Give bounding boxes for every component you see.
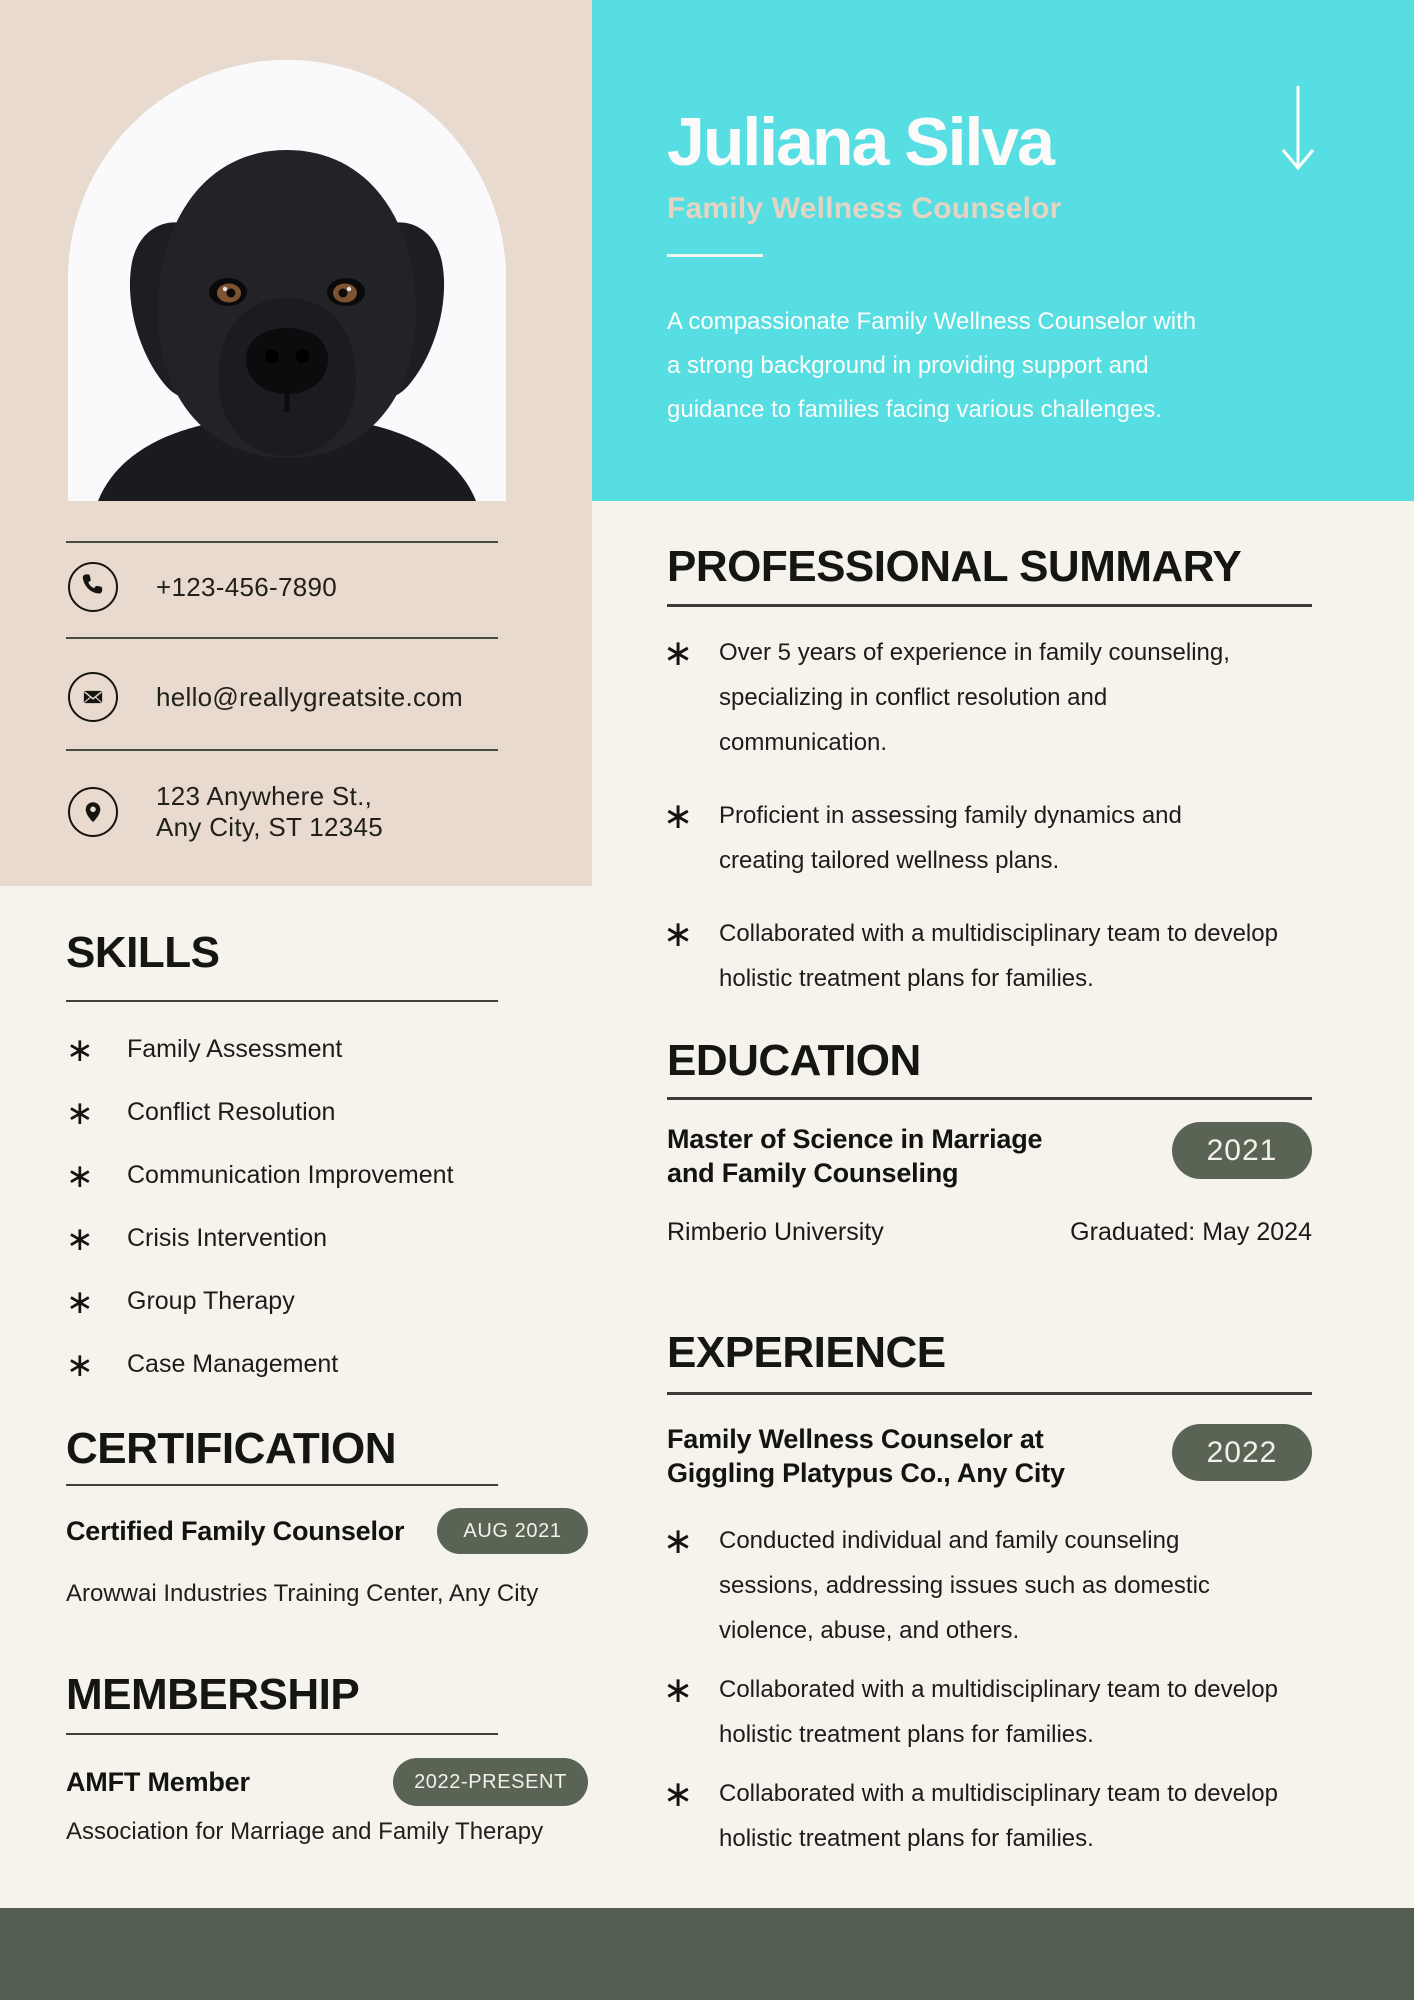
education-year-badge: 2021 [1172,1122,1312,1179]
asterisk-bullet-icon: ∗ [663,1774,694,1815]
experience-bullet: ∗ Conducted individual and family counseling sessions, addressing issues such as domestic violence, abuse, and others. [663,1518,1312,1653]
certification-date-badge: AUG 2021 [437,1508,588,1554]
profile-photo [68,60,506,501]
asterisk-bullet-icon: ∗ [66,1029,94,1069]
membership-entry [66,1758,588,1806]
header-divider [667,254,763,257]
asterisk-bullet-icon: ∗ [663,633,694,674]
membership-heading: MEMBERSHIP [66,1670,360,1719]
email-address: hello@reallygreatsite.com [156,681,464,712]
summary-bullet: ∗ Proficient in assessing family dynamics and creating tailored wellness plans. [663,793,1312,883]
certification-org: Arowwai Industries Training Center, Any City [66,1580,539,1607]
membership-org: Association for Marriage and Family Therapy [66,1818,544,1845]
education-entry [667,1122,1312,1190]
skills-heading: SKILLS [66,928,220,977]
person-name: Juliana Silva [667,104,1053,180]
experience-year-badge: 2022 [1172,1424,1312,1481]
skill-item: ∗ Family Assessment [66,1029,343,1069]
asterisk-bullet-icon: ∗ [66,1281,94,1321]
skill-item: ∗ Group Therapy [66,1281,295,1321]
contact-address-row [66,749,498,843]
section-underline [66,1484,498,1486]
phone-number: +123-456-7890 [156,571,337,602]
section-underline [667,1392,1312,1395]
skill-item: ∗ Conflict Resolution [66,1092,336,1132]
section-underline [667,1097,1312,1100]
profile-summary-text: A compassionate Family Wellness Counselor with a strong background in providing support and guidance to families facing various challenges. [667,308,1197,423]
skills-list [66,1029,498,1412]
asterisk-bullet-icon: ∗ [66,1092,94,1132]
professional-summary-heading: PROFESSIONAL SUMMARY [667,542,1242,591]
address-line-2: Any City, ST 12345 [156,812,383,842]
summary-bullet: ∗ Over 5 years of experience in family counseling, specializing in conflict resolution and communication. [663,630,1312,765]
asterisk-bullet-icon: ∗ [66,1344,94,1384]
asterisk-bullet-icon: ∗ [663,1521,694,1562]
down-arrow-icon [1280,84,1316,183]
certification-title: Certified Family Counselor [66,1516,405,1546]
contact-email-row [66,637,498,722]
education-details-row [667,1218,1312,1247]
contact-phone-row [66,541,498,612]
education-heading: EDUCATION [667,1036,921,1085]
experience-bullet: ∗ Collaborated with a multidisciplinary team to develop holistic treatment plans for families. [663,1771,1312,1861]
experience-heading: EXPERIENCE [667,1328,946,1377]
asterisk-bullet-icon: ∗ [663,914,694,955]
certification-entry [66,1508,588,1554]
graduation-date: Graduated: May 2024 [1070,1218,1312,1246]
section-underline [66,1733,498,1735]
skill-item: ∗ Communication Improvement [66,1155,454,1195]
certification-heading: CERTIFICATION [66,1424,396,1473]
experience-bullet-list [663,1518,1312,1861]
header-panel [592,0,1414,501]
school-name: Rimberio University [667,1218,884,1246]
section-underline [667,604,1312,607]
mail-icon [68,672,118,722]
section-underline [66,1000,498,1002]
address-line-1: 123 Anywhere St., [156,781,373,811]
professional-summary-list [663,630,1312,1001]
phone-icon [68,562,118,612]
asterisk-bullet-icon: ∗ [663,796,694,837]
membership-title: AMFT Member [66,1767,250,1797]
asterisk-bullet-icon: ∗ [66,1155,94,1195]
summary-bullet: ∗ Collaborated with a multidisciplinary team to develop holistic treatment plans for families. [663,911,1312,1001]
job-title: Family Wellness Counselor at Giggling Platypus Co., Any City [667,1424,1065,1488]
person-job-title: Family Wellness Counselor [667,192,1062,225]
experience-entry [667,1422,1312,1490]
skill-item: ∗ Crisis Intervention [66,1218,328,1258]
asterisk-bullet-icon: ∗ [663,1670,694,1711]
asterisk-bullet-icon: ∗ [66,1218,94,1258]
membership-date-badge: 2022-PRESENT [393,1758,588,1806]
mailing-address [156,781,383,843]
experience-bullet: ∗ Collaborated with a multidisciplinary team to develop holistic treatment plans for families. [663,1667,1312,1757]
footer-bar [0,1908,1414,2000]
dog-photo-illustration [68,60,506,501]
location-pin-icon [68,787,118,837]
degree-title: Master of Science in Marriage and Family Counseling [667,1124,1043,1188]
skill-item: ∗ Case Management [66,1344,339,1384]
